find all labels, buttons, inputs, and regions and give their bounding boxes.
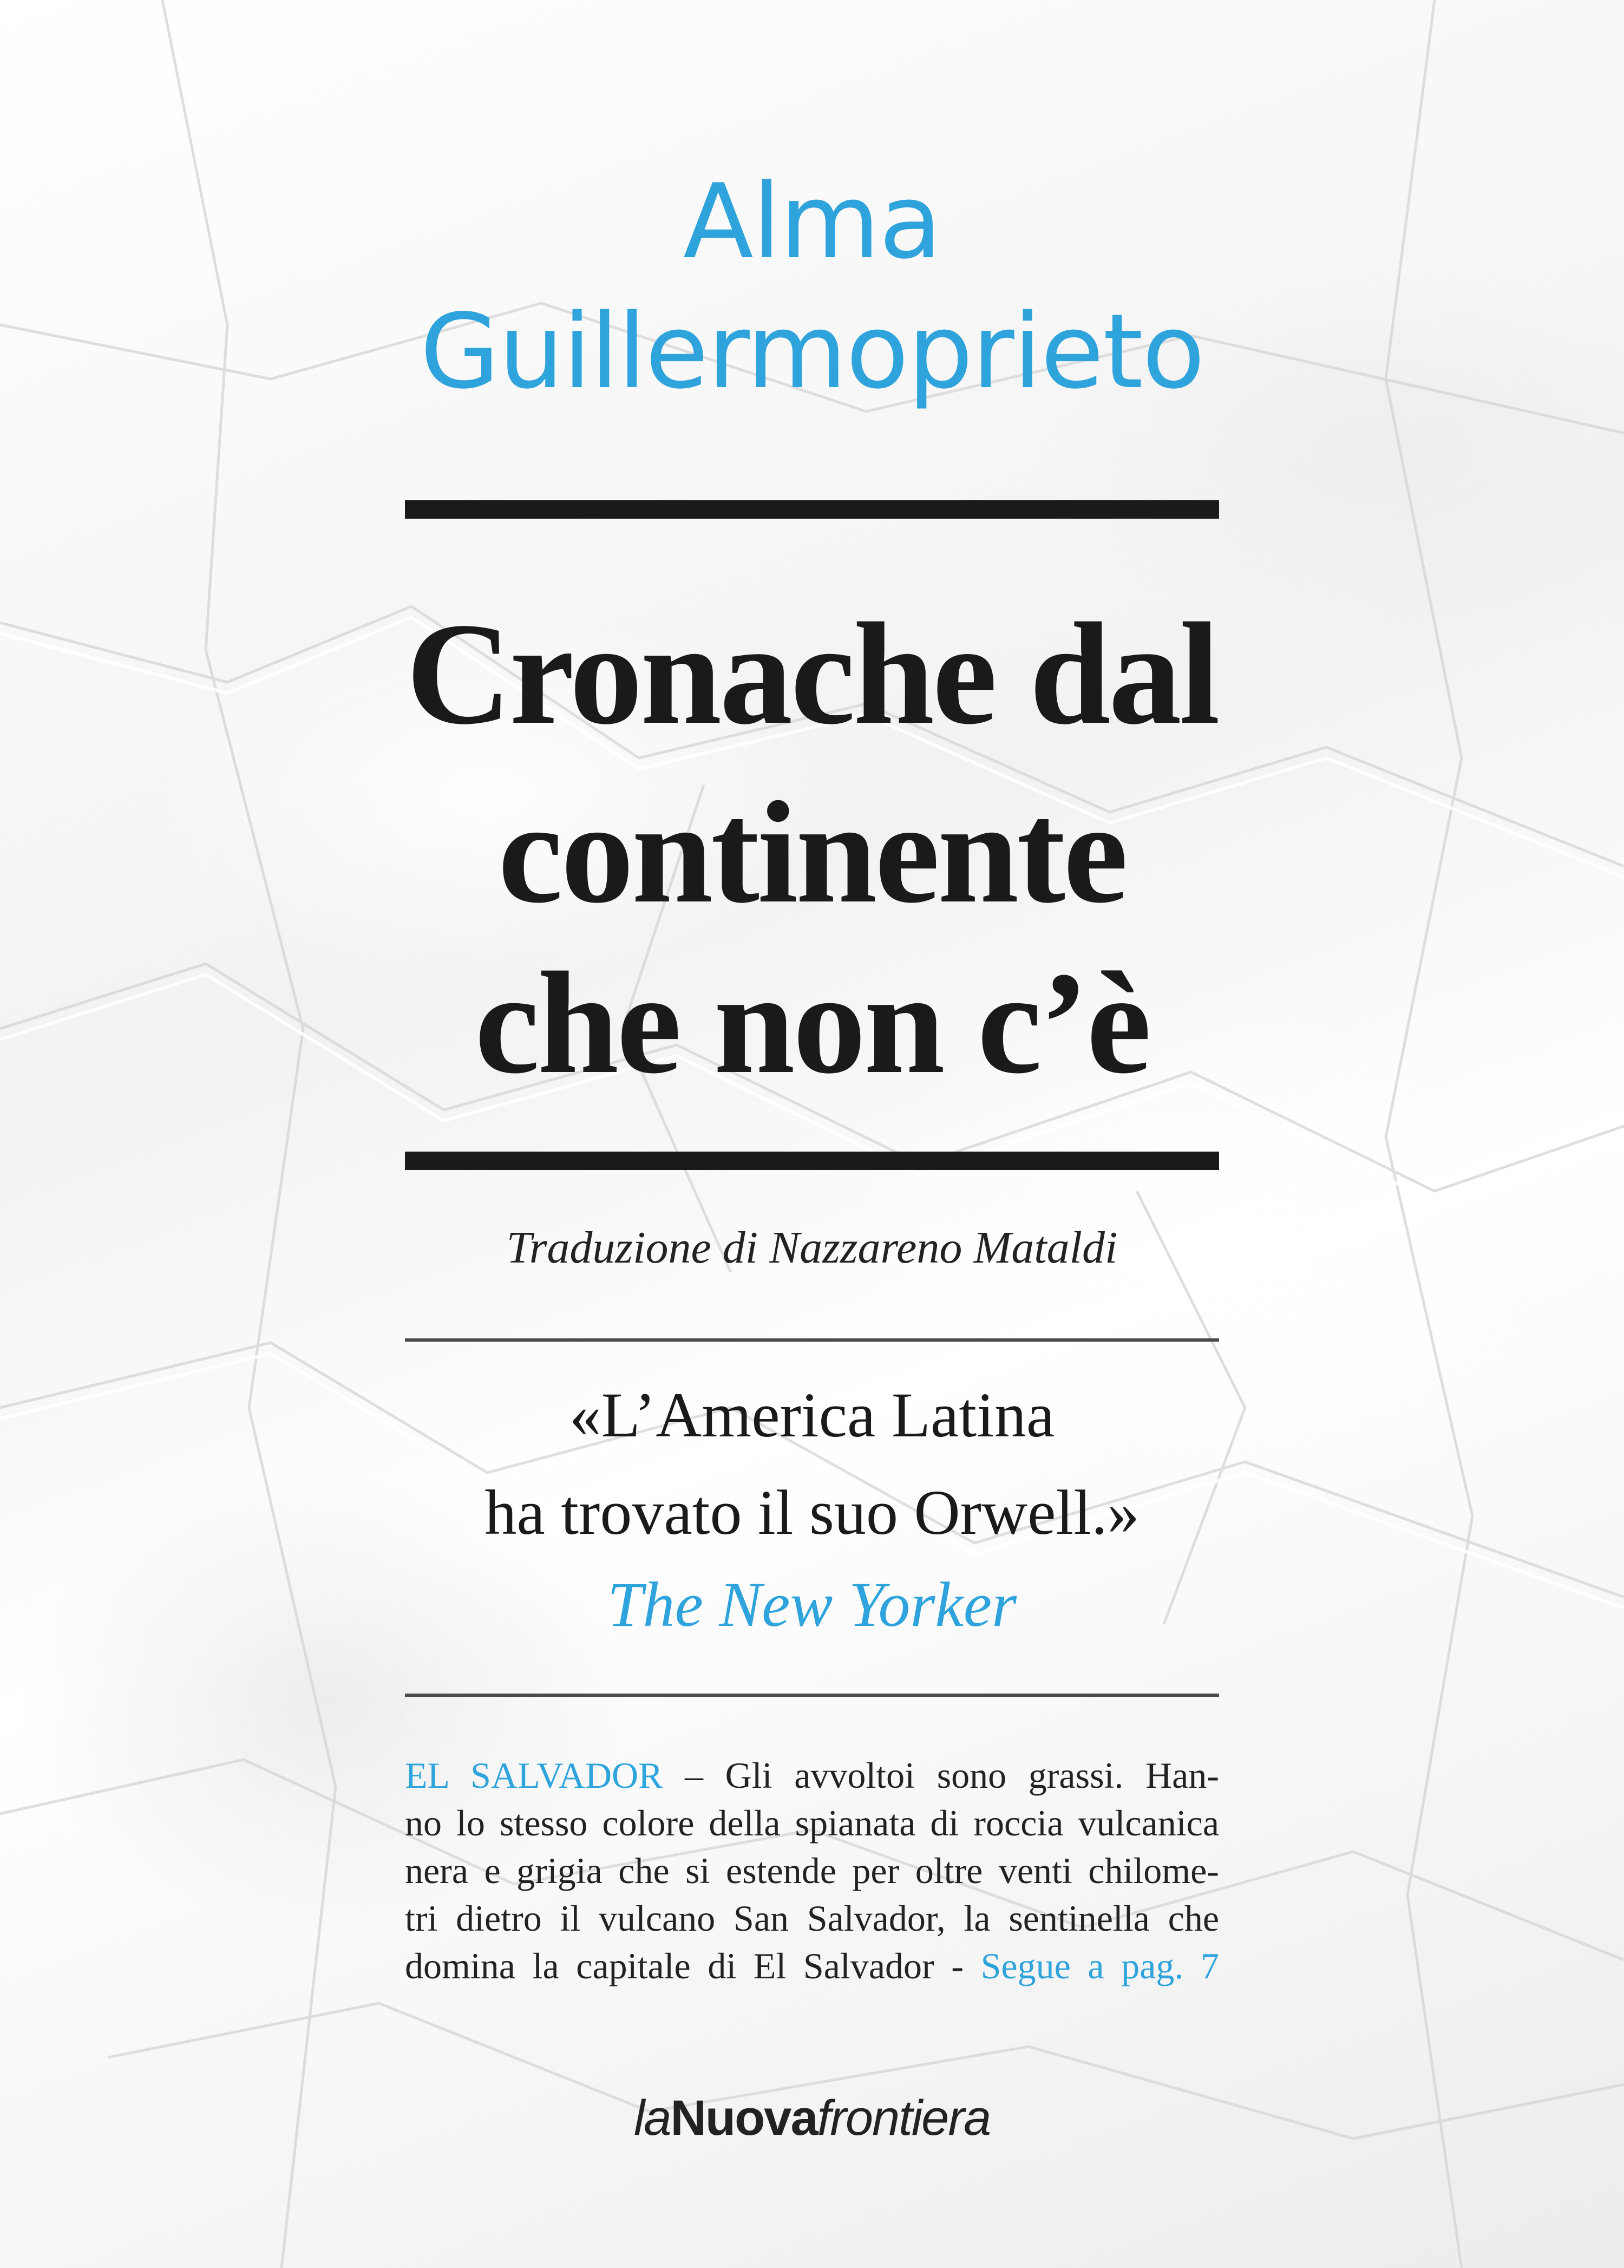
- excerpt-line-1: [405, 1751, 1219, 1799]
- bottom-divider-thick: [405, 1152, 1219, 1170]
- publisher-logo: [487, 2090, 1137, 2146]
- author-last-name: Guillermoprieto: [420, 292, 1204, 411]
- author-first-name: Alma: [683, 162, 941, 282]
- excerpt-continue-link: Segue a pag. 7: [980, 1945, 1220, 1986]
- publisher-part-la: la: [633, 2090, 671, 2146]
- excerpt-text: [405, 1751, 1219, 1990]
- excerpt-line-1-rest: – Gli avvoltoi sono grassi. Han-: [663, 1755, 1219, 1796]
- quote-line-1: «L’America Latina: [569, 1380, 1055, 1450]
- excerpt-line-5-start: domina la capitale di El Salvador -: [405, 1945, 981, 1986]
- publisher-part-frontiera: frontiera: [817, 2090, 991, 2146]
- publisher-part-nuova: Nuova: [670, 2090, 817, 2146]
- excerpt-place: EL SALVADOR: [405, 1755, 663, 1796]
- book-title-line-2: continente: [498, 772, 1126, 933]
- translator-credit: Traduzione di Nazzareno Mataldi: [506, 1223, 1118, 1273]
- excerpt-line-5: [405, 1942, 1219, 1990]
- book-title-line-1: Cronache dal: [406, 593, 1218, 755]
- excerpt-line-3: nera e grigia che si estende per oltre venti chilome-: [405, 1850, 1219, 1891]
- book-title-line-3: che non c’è: [475, 942, 1149, 1104]
- excerpt-top-divider: [405, 1694, 1219, 1697]
- excerpt-line-4: tri dietro il vulcano San Salvador, la sentinella che: [405, 1898, 1219, 1939]
- top-divider-thick: [405, 500, 1219, 519]
- quote-source: The New Yorker: [607, 1569, 1017, 1640]
- quote-top-divider: [405, 1338, 1219, 1342]
- excerpt-line-2: no lo stesso colore della spianata di roccia vulcanica: [405, 1802, 1219, 1844]
- quote-line-2: ha trovato il suo Orwell.»: [484, 1477, 1140, 1548]
